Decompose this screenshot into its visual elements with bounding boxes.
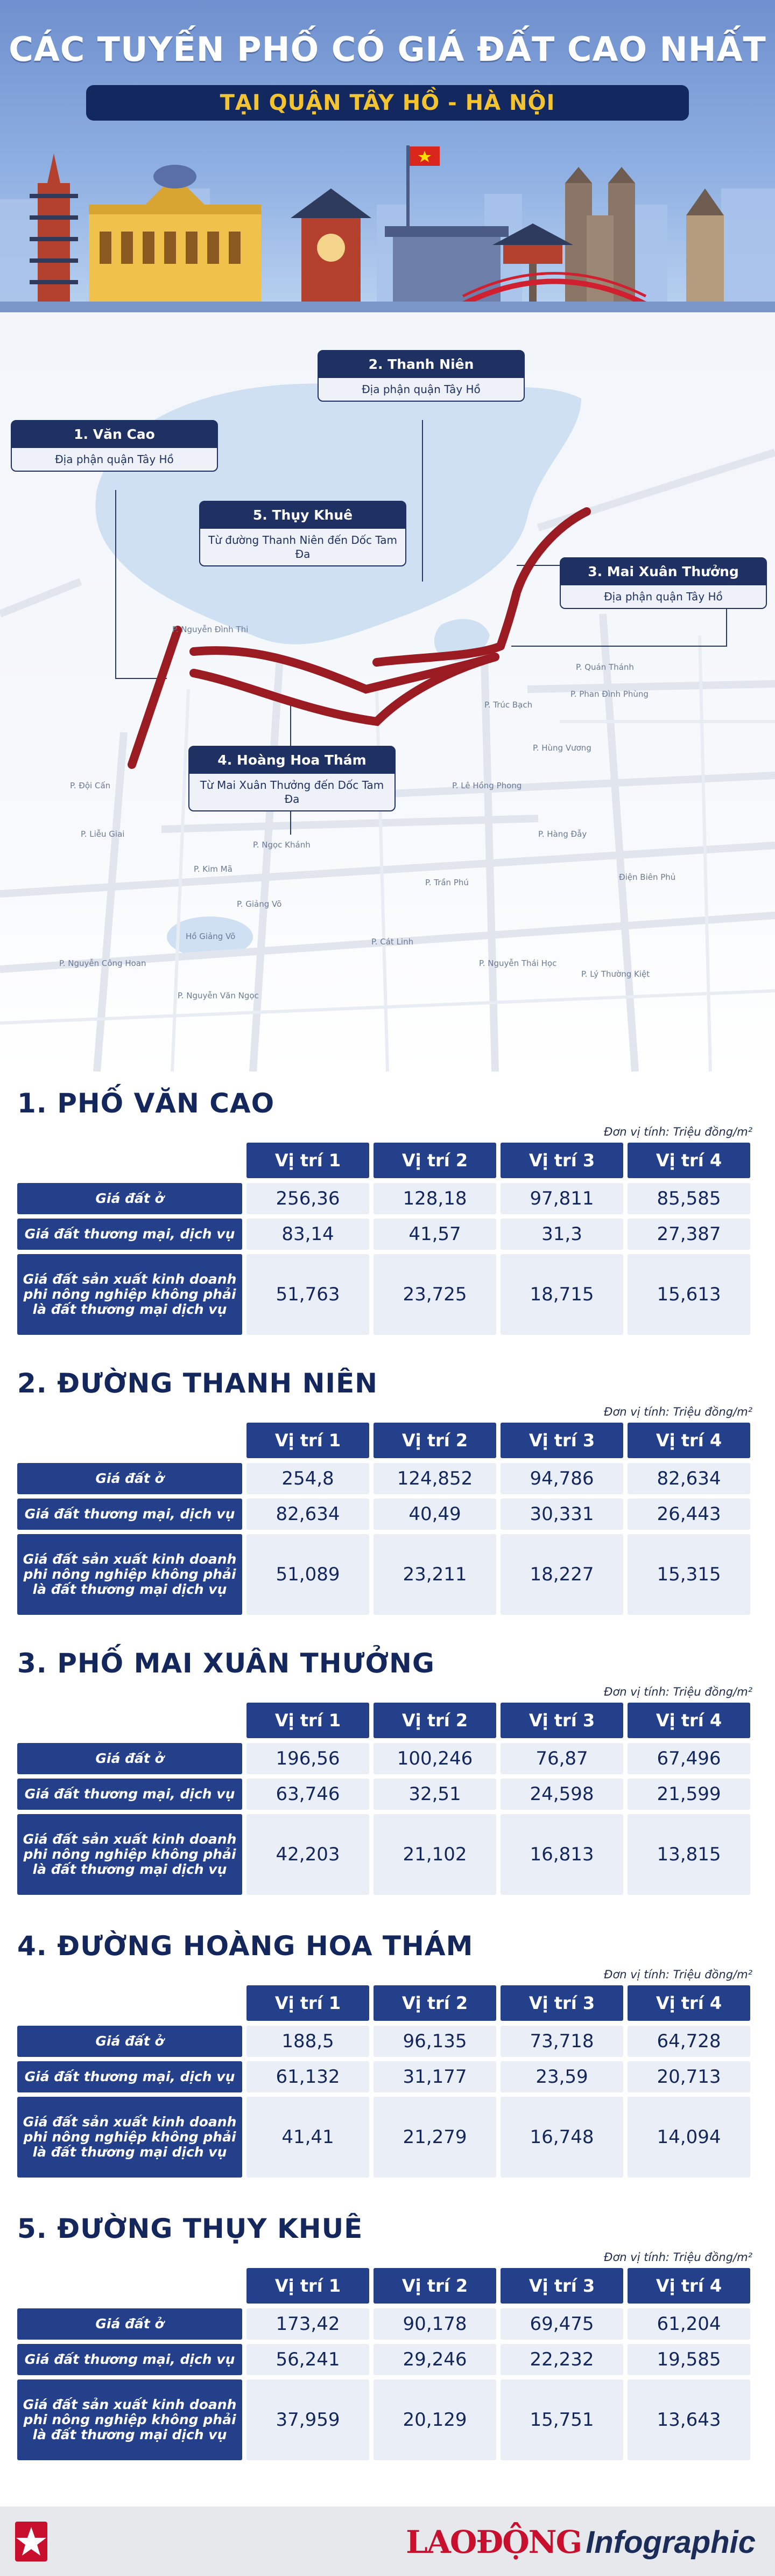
price-cell: 61,132: [246, 2061, 369, 2092]
price-cell: 30,331: [501, 1499, 623, 1530]
street-label: P. Phan Đình Phùng: [570, 689, 649, 699]
price-cell: 63,746: [246, 1779, 369, 1810]
column-header: Vị trí 2: [374, 1423, 496, 1458]
price-section: [0, 1930, 775, 2189]
column-header: Vị trí 4: [628, 1985, 750, 2021]
street-label: P. Lý Thường Kiệt: [581, 969, 650, 979]
callout-title: 3. Mai Xuân Thưởng: [588, 564, 739, 579]
section-title: 2. ĐƯỜNG THANH NIÊN: [17, 1368, 378, 1399]
unit-label: Đơn vị tính: Triệu đồng/m²: [604, 1685, 752, 1698]
street-label: Điện Biên Phủ: [619, 872, 676, 882]
price-cell: 27,387: [628, 1219, 750, 1250]
unit-label: Đơn vị tính: Triệu đồng/m²: [604, 1405, 752, 1418]
callout-thanh-nien: [318, 350, 525, 402]
brand-suffix: Infographic: [586, 2525, 756, 2560]
temple-gate-icon: [291, 188, 371, 307]
street-label: P. Đội Cấn: [70, 781, 111, 790]
section-title: 3. PHỐ MAI XUÂN THƯỞNG: [17, 1648, 435, 1679]
price-cell: 31,3: [501, 1219, 623, 1250]
price-cell: 40,49: [374, 1499, 496, 1530]
callout-title: 1. Văn Cao: [74, 426, 155, 442]
callout-note: Từ đường Thanh Niên đến Dốc Tam Đa: [200, 529, 405, 565]
page-title: CÁC TUYẾN PHỐ CÓ GIÁ ĐẤT CAO NHẤT: [9, 30, 766, 69]
price-cell: 82,634: [628, 1463, 750, 1494]
price-cell: 23,725: [374, 1254, 496, 1335]
price-cell: 94,786: [501, 1463, 623, 1494]
price-cell: 23,211: [374, 1534, 496, 1615]
page-subtitle: TẠI QUẬN TÂY HỒ - HÀ NỘI: [86, 85, 689, 121]
column-header: Vị trí 4: [628, 1423, 750, 1458]
price-cell: 26,443: [628, 1499, 750, 1530]
price-cell: 14,094: [628, 2097, 750, 2178]
callout-note: Địa phận quận Tây Hồ: [12, 448, 217, 471]
street-label: P. Quán Thánh: [576, 662, 634, 672]
price-cell: 82,634: [246, 1499, 369, 1530]
header-banner: [0, 0, 775, 312]
price-cell: 13,643: [628, 2379, 750, 2460]
price-cell: 18,227: [501, 1534, 623, 1615]
price-cell: 20,713: [628, 2061, 750, 2092]
price-cell: 76,87: [501, 1743, 623, 1774]
price-cell: 22,232: [501, 2344, 623, 2375]
street-label: P. Hàng Đẫy: [538, 829, 587, 839]
callout-title: 5. Thụy Khuê: [252, 507, 353, 523]
street-label: P. Cát Linh: [371, 937, 414, 947]
column-header: Vị trí 4: [628, 1143, 750, 1178]
price-cell: 85,585: [628, 1183, 750, 1214]
price-cell: 69,475: [501, 2308, 623, 2340]
column-header: Vị trí 3: [501, 1703, 623, 1738]
price-cell: 61,204: [628, 2308, 750, 2340]
hanoi-skyline-illustration: [0, 124, 775, 312]
street-label: P. Trúc Bạch: [484, 700, 533, 710]
price-cell: 21,102: [374, 1814, 496, 1895]
footer: [0, 2507, 775, 2576]
location-map: [0, 312, 775, 1072]
column-header: Vị trí 2: [374, 1143, 496, 1178]
column-header: Vị trí 2: [374, 2268, 496, 2304]
price-cell: 51,089: [246, 1534, 369, 1615]
price-cell: 96,135: [374, 2026, 496, 2057]
street-label: P. Liễu Giai: [81, 829, 125, 839]
price-cell: 31,177: [374, 2061, 496, 2092]
price-cell: 16,748: [501, 2097, 623, 2178]
column-header: Vị trí 2: [374, 1703, 496, 1738]
price-cell: 124,852: [374, 1463, 496, 1494]
row-label: Giá đất ở: [17, 1183, 242, 1214]
price-cell: 18,715: [501, 1254, 623, 1335]
price-cell: 256,36: [246, 1183, 369, 1214]
price-cell: 73,718: [501, 2026, 623, 2057]
row-label: Giá đất ở: [17, 1463, 242, 1494]
section-title: 4. ĐƯỜNG HOÀNG HOA THÁM: [17, 1930, 474, 1962]
price-cell: 15,315: [628, 1534, 750, 1615]
column-header: Vị trí 1: [246, 1985, 369, 2021]
callout-note: Từ Mai Xuân Thưởng đến Dốc Tam Đa: [189, 774, 394, 810]
price-cell: 19,585: [628, 2344, 750, 2375]
callout-note: Địa phận quận Tây Hồ: [561, 585, 766, 608]
price-cell: 23,59: [501, 2061, 623, 2092]
price-cell: 51,763: [246, 1254, 369, 1335]
price-cell: 37,959: [246, 2379, 369, 2460]
row-label: Giá đất thương mại, dịch vụ: [17, 1499, 242, 1530]
column-header: Vị trí 4: [628, 2268, 750, 2304]
row-label: Giá đất ở: [17, 1743, 242, 1774]
price-section: [0, 1088, 775, 1346]
tower-icon: [686, 188, 724, 307]
row-label: Giá đất sản xuất kinh doanh phi nông nghiệp không phải là đất thương mại dịch vụ: [17, 2379, 242, 2460]
price-cell: 196,56: [246, 1743, 369, 1774]
row-label: Giá đất sản xuất kinh doanh phi nông nghiệp không phải là đất thương mại dịch vụ: [17, 1534, 242, 1615]
price-cell: 128,18: [374, 1183, 496, 1214]
price-cell: 42,203: [246, 1814, 369, 1895]
brand-name: LAOĐỘNG: [406, 2524, 582, 2560]
street-label: P. Lê Hồng Phong: [452, 781, 522, 790]
mausoleum-icon: [385, 145, 509, 307]
street-label: P. Nguyễn Thái Học: [479, 958, 557, 968]
callout-note: Địa phận quận Tây Hồ: [319, 378, 524, 401]
callout-hoang-hoa-tham: [188, 746, 396, 811]
row-label: Giá đất thương mại, dịch vụ: [17, 2344, 242, 2375]
callout-mai-xuan-thuong: [560, 557, 767, 609]
price-cell: 32,51: [374, 1779, 496, 1810]
price-cell: 254,8: [246, 1463, 369, 1494]
price-cell: 21,279: [374, 2097, 496, 2178]
column-header: Vị trí 3: [501, 1985, 623, 2021]
star-logo-icon: [15, 2522, 47, 2561]
price-cell: 188,5: [246, 2026, 369, 2057]
unit-label: Đơn vị tính: Triệu đồng/m²: [604, 1968, 752, 1981]
street-label: P. Giảng Võ: [237, 899, 282, 909]
row-label: Giá đất sản xuất kinh doanh phi nông nghiệp không phải là đất thương mại dịch vụ: [17, 2097, 242, 2178]
price-cell: 100,246: [374, 1743, 496, 1774]
column-header: Vị trí 1: [246, 1143, 369, 1178]
price-cell: 67,496: [628, 1743, 750, 1774]
price-cell: 16,813: [501, 1814, 623, 1895]
street-label: P. Nguyễn Đình Thi: [172, 625, 249, 634]
price-cell: 21,599: [628, 1779, 750, 1810]
callout-title: 4. Hoàng Hoa Thám: [217, 752, 367, 768]
row-label: Giá đất thương mại, dịch vụ: [17, 2061, 242, 2092]
price-cell: 83,14: [246, 1219, 369, 1250]
callout-van-cao: [11, 420, 218, 472]
price-cell: 56,241: [246, 2344, 369, 2375]
price-cell: 97,811: [501, 1183, 623, 1214]
street-label: Hồ Giảng Võ: [186, 932, 236, 941]
street-label: P. Ngọc Khánh: [253, 840, 311, 850]
price-section: [0, 2213, 775, 2472]
street-label: P. Kim Mã: [194, 864, 232, 874]
opera-house-icon: [89, 165, 261, 307]
column-header: Vị trí 4: [628, 1703, 750, 1738]
row-label: Giá đất thương mại, dịch vụ: [17, 1779, 242, 1810]
price-section: [0, 1368, 775, 1626]
price-cell: 41,57: [374, 1219, 496, 1250]
route-van-cao: [132, 630, 178, 765]
row-label: Giá đất ở: [17, 2308, 242, 2340]
column-header: Vị trí 1: [246, 2268, 369, 2304]
callout-thuy-khue: [199, 501, 406, 566]
street-label: P. Nguyễn Công Hoan: [59, 958, 146, 968]
section-title: 5. ĐƯỜNG THỤY KHUÊ: [17, 2213, 363, 2244]
price-cell: 64,728: [628, 2026, 750, 2057]
column-header: Vị trí 3: [501, 1423, 623, 1458]
price-cell: 15,751: [501, 2379, 623, 2460]
price-cell: 29,246: [374, 2344, 496, 2375]
unit-label: Đơn vị tính: Triệu đồng/m²: [604, 1125, 752, 1138]
price-cell: 90,178: [374, 2308, 496, 2340]
column-header: Vị trí 2: [374, 1985, 496, 2021]
price-cell: 24,598: [501, 1779, 623, 1810]
column-header: Vị trí 3: [501, 2268, 623, 2304]
unit-label: Đơn vị tính: Triệu đồng/m²: [604, 2251, 752, 2264]
row-label: Giá đất thương mại, dịch vụ: [17, 1219, 242, 1250]
price-section: [0, 1648, 775, 1906]
street-label: P. Hùng Vương: [533, 743, 591, 753]
row-label: Giá đất sản xuất kinh doanh phi nông nghiệp không phải là đất thương mại dịch vụ: [17, 1814, 242, 1895]
price-cell: 20,129: [374, 2379, 496, 2460]
price-cell: 173,42: [246, 2308, 369, 2340]
price-cell: 13,815: [628, 1814, 750, 1895]
section-title: 1. PHỐ VĂN CAO: [17, 1088, 275, 1119]
row-label: Giá đất sản xuất kinh doanh phi nông nghiệp không phải là đất thương mại dịch vụ: [17, 1254, 242, 1335]
column-header: Vị trí 3: [501, 1143, 623, 1178]
row-label: Giá đất ở: [17, 2026, 242, 2057]
callout-title: 2. Thanh Niên: [368, 356, 474, 372]
column-header: Vị trí 1: [246, 1703, 369, 1738]
column-header: Vị trí 1: [246, 1423, 369, 1458]
price-cell: 15,613: [628, 1254, 750, 1335]
street-label: P. Nguyễn Văn Ngọc: [178, 991, 259, 1000]
brand-logo: [406, 2524, 756, 2560]
street-label: P. Trần Phú: [425, 878, 469, 887]
price-cell: 41,41: [246, 2097, 369, 2178]
